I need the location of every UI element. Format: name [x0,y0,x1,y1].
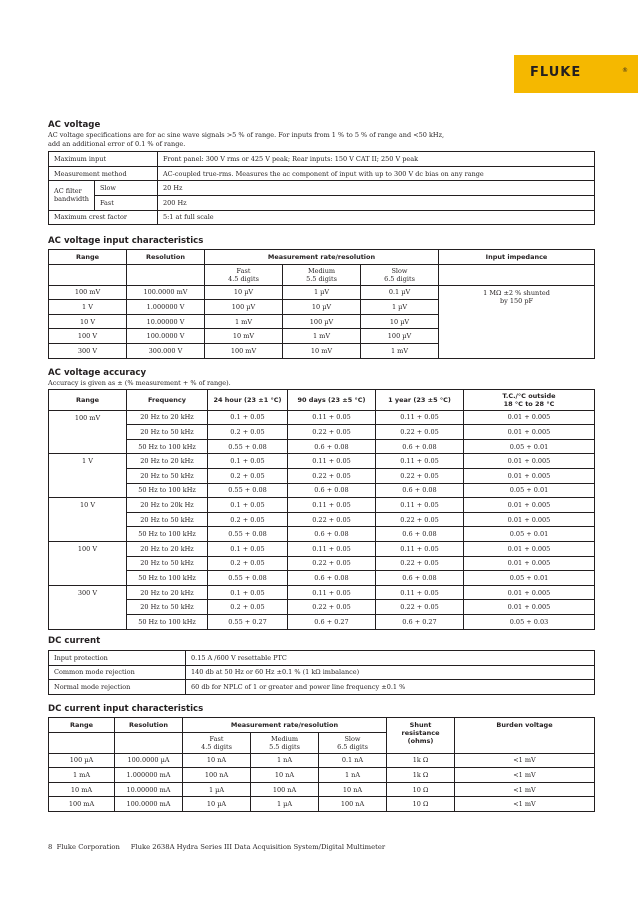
range-cell: 100 V [49,541,127,585]
accuracy-cell: 0.11 + 0.05 [288,498,376,513]
dc-input-section [48,704,595,812]
table-row [49,556,595,571]
accuracy-cell: 0.22 + 0.05 [288,512,376,527]
impedance-header: Input impedance [439,250,595,265]
ac-accuracy-note: Accuracy is given as ± (% measurement + % of range). [48,379,231,387]
accuracy-cell: 0.11 + 0.05 [376,541,464,556]
header-row [49,389,595,410]
accuracy-cell: 0.2 + 0.05 [208,468,288,483]
filter-label: AC filter bandwidth [49,181,95,210]
1-year-header: 1 year (23 ±5 °C) [376,389,464,410]
accuracy-cell: 0.01 + 0.005 [464,410,595,425]
accuracy-cell: 0.11 + 0.05 [376,454,464,469]
ac-accuracy-table [48,389,595,630]
range-header: Range [49,250,127,265]
ac-voltage-section [48,120,595,225]
resolution-header: Resolution [115,718,183,733]
crest-label: Maximum crest factor [49,210,158,225]
table-row [49,425,595,440]
accuracy-cell: 0.6 + 0.08 [288,527,376,542]
accuracy-cell: 50 Hz to 100 kHz [127,527,208,542]
table-row [49,410,595,425]
crest-value: 5:1 at full scale [157,210,594,225]
accuracy-cell: 0.01 + 0.005 [464,600,595,615]
table-row [49,468,595,483]
24-hour-header: 24 hour (23 ±1 °C) [208,389,288,410]
accuracy-cell: 50 Hz to 100 kHz [127,571,208,586]
page-number: 8 [48,843,53,851]
table-row [49,585,595,600]
accuracy-cell: 0.22 + 0.05 [376,468,464,483]
accuracy-cell: 0.1 + 0.05 [208,498,288,513]
table-row [49,600,595,615]
page-footer [48,843,385,851]
accuracy-cell: 0.01 + 0.005 [464,425,595,440]
table-row: 1 mA 1.000000 mA 100 nA 10 nA 1 nA 1k Ω <1 mV [49,768,595,783]
accuracy-cell: 0.05 + 0.01 [464,483,595,498]
range-header: Range [49,718,115,733]
max-input-label: Maximum input [49,152,158,167]
accuracy-cell: 50 Hz to 100 kHz [127,483,208,498]
accuracy-cell: 0.6 + 0.08 [288,483,376,498]
dc-input-title: DC current input characteristics [48,704,204,714]
accuracy-cell: 0.22 + 0.05 [288,600,376,615]
accuracy-cell: 0.11 + 0.05 [376,410,464,425]
accuracy-cell: 0.55 + 0.08 [208,439,288,454]
accuracy-cell: 0.01 + 0.005 [464,556,595,571]
dc-current-title: DC current [48,636,101,646]
accuracy-cell: 0.1 + 0.05 [208,585,288,600]
accuracy-cell: 0.01 + 0.005 [464,541,595,556]
dc-input-table [48,717,595,812]
accuracy-cell: 0.6 + 0.08 [376,571,464,586]
impedance-value: 1 MΩ ±2 % shunted by 150 pF [439,285,595,358]
accuracy-cell: 0.05 + 0.01 [464,527,595,542]
table-row [49,541,595,556]
ac-voltage-note-1: AC voltage specifications are for ac sine wave signals >5 % of range. For inputs from 1 % to 5 % of range and <50 kHz, [48,131,445,139]
medium-subheader: Medium 5.5 digits [283,264,361,285]
method-value: AC-coupled true-rms. Measures the ac component of input with up to 300 V dc bias on any range [157,166,594,181]
accuracy-cell: 0.6 + 0.08 [376,483,464,498]
table-row [49,512,595,527]
footer-document-title: Fluke 2638A Hydra Series III Data Acquisition System/Digital Multimeter [130,843,386,851]
accuracy-cell: 0.22 + 0.05 [376,600,464,615]
accuracy-cell: 0.11 + 0.05 [376,498,464,513]
table-row [49,195,595,210]
accuracy-cell: 20 Hz to 50 kHz [127,425,208,440]
accuracy-cell: 0.2 + 0.05 [208,425,288,440]
table-row [49,152,595,167]
accuracy-cell: 20 Hz to 50 kHz [127,512,208,527]
table-row [49,166,595,181]
method-label: Measurement method [49,166,158,181]
accuracy-cell: 0.05 + 0.01 [464,439,595,454]
accuracy-cell: 50 Hz to 100 kHz [127,439,208,454]
burden-header: Burden voltage [455,718,595,754]
accuracy-cell: 0.55 + 0.08 [208,527,288,542]
accuracy-cell: 20 Hz to 20 kHz [127,541,208,556]
table-row: Input protection 0.15 A /600 V resettable PTC [49,651,595,666]
accuracy-cell: 0.1 + 0.05 [208,541,288,556]
accuracy-cell: 0.22 + 0.05 [288,425,376,440]
accuracy-cell: 0.2 + 0.05 [208,512,288,527]
header-row [49,250,595,265]
accuracy-cell: 0.05 + 0.03 [464,614,595,629]
fast-subheader: Fast 4.5 digits [205,264,283,285]
accuracy-cell: 0.6 + 0.08 [376,527,464,542]
accuracy-cell: 0.22 + 0.05 [376,425,464,440]
dc-current-table [48,650,595,695]
ac-input-section [48,236,595,359]
accuracy-cell: 0.55 + 0.08 [208,571,288,586]
ac-accuracy-title: AC voltage accuracy [48,368,147,378]
table-row [49,210,595,225]
accuracy-cell: 0.6 + 0.27 [288,614,376,629]
frequency-header: Frequency [127,389,208,410]
accuracy-cell: 0.11 + 0.05 [376,585,464,600]
accuracy-cell: 0.01 + 0.005 [464,468,595,483]
accuracy-cell: 0.6 + 0.27 [376,614,464,629]
accuracy-cell: 0.01 + 0.005 [464,512,595,527]
table-row: Common mode rejection 140 db at 50 Hz or 60 Hz ±0.1 % (1 kΩ imbalance) [49,665,595,680]
table-row [49,181,595,196]
90-day-header: 90 days (23 ±5 °C) [288,389,376,410]
ac-voltage-note-2: add an additional error of 0.1 % of range. [48,139,186,148]
accuracy-cell: 0.1 + 0.05 [208,454,288,469]
table-row [49,483,595,498]
accuracy-cell: 20 Hz to 50 kHz [127,600,208,615]
accuracy-cell: 0.05 + 0.01 [464,571,595,586]
table-row [49,498,595,513]
slow-subheader: Slow 6.5 digits [361,264,439,285]
ac-accuracy-section [48,368,595,630]
max-input-value: Front panel: 300 V rms or 425 V peak; Rear inputs: 150 V CAT II; 250 V peak [157,152,594,167]
accuracy-cell: 0.55 + 0.27 [208,614,288,629]
accuracy-cell: 20 Hz to 20 kHz [127,585,208,600]
range-header: Range [49,389,127,410]
accuracy-cell: 20 Hz to 50 kHz [127,556,208,571]
accuracy-cell: 0.2 + 0.05 [208,556,288,571]
table-row: 10 V 10.00000 V 1 mV 100 µV 10 µV [49,314,595,329]
ac-input-title: AC voltage input characteristics [48,236,204,246]
fluke-logo [514,55,638,93]
table-row [49,439,595,454]
range-cell: 300 V [49,585,127,629]
accuracy-cell: 20 Hz to 50 kHz [127,468,208,483]
ac-voltage-title: AC voltage [48,120,101,130]
slow-subheader: Slow 6.5 digits [319,732,387,753]
accuracy-cell: 0.11 + 0.05 [288,454,376,469]
range-cell: 10 V [49,498,127,542]
rate-header: Measurement rate/resolution [205,250,439,265]
accuracy-cell: 20 Hz to 20 kHz [127,410,208,425]
accuracy-cell: 0.22 + 0.05 [288,556,376,571]
table-row: 100 mA 100.0000 mA 10 µA 1 µA 100 nA 10 Ω <1 mV [49,797,595,812]
subheader-row [49,264,595,285]
table-row: 100 V 100.0000 V 10 mV 1 mV 100 µV [49,329,595,344]
accuracy-cell: 0.6 + 0.08 [376,439,464,454]
logo-registered-mark: ® [622,67,628,74]
accuracy-cell: 0.11 + 0.05 [288,541,376,556]
ac-input-table [48,249,595,359]
accuracy-cell: 50 Hz to 100 kHz [127,614,208,629]
slow-label: Slow [94,181,157,196]
accuracy-cell: 0.22 + 0.05 [288,468,376,483]
accuracy-cell: 0.6 + 0.08 [288,571,376,586]
shunt-header: Shunt resistance (ohms) [387,718,455,754]
rate-header: Measurement rate/resolution [183,718,387,733]
accuracy-cell: 0.11 + 0.05 [288,585,376,600]
fast-value: 200 Hz [157,195,594,210]
accuracy-cell: 0.01 + 0.005 [464,454,595,469]
accuracy-cell: 20 Hz to 20 kHz [127,454,208,469]
medium-subheader: Medium 5.5 digits [251,732,319,753]
table-row: 1 V 1.000000 V 100 µV 10 µV 1 µV [49,300,595,315]
footer-company: Fluke Corporation [56,843,120,851]
range-cell: 1 V [49,454,127,498]
table-row: 10 mA 10.00000 mA 1 µA 100 nA 10 nA 10 Ω <1 mV [49,782,595,797]
accuracy-cell: 0.11 + 0.05 [288,410,376,425]
table-row: 100 µA 100.0000 µA 10 nA 1 nA 0.1 nA 1k Ω <1 mV [49,753,595,768]
fast-subheader: Fast 4.5 digits [183,732,251,753]
logo-text: FLUKE [530,65,582,80]
tc-header: T.C./°C outside 18 °C to 28 °C [464,389,595,410]
range-cell: 100 mV [49,410,127,454]
table-row [49,614,595,629]
accuracy-cell: 0.22 + 0.05 [376,556,464,571]
table-row: 300 V 300.000 V 100 mV 10 mV 1 mV [49,343,595,358]
resolution-header: Resolution [127,250,205,265]
accuracy-cell: 20 Hz to 20k Hz [127,498,208,513]
accuracy-cell: 0.1 + 0.05 [208,410,288,425]
dc-current-section [48,636,595,695]
accuracy-cell: 0.01 + 0.005 [464,585,595,600]
ac-voltage-table [48,151,595,225]
slow-value: 20 Hz [157,181,594,196]
accuracy-cell: 0.01 + 0.005 [464,498,595,513]
accuracy-cell: 0.2 + 0.05 [208,600,288,615]
table-row [49,571,595,586]
accuracy-cell: 0.55 + 0.08 [208,483,288,498]
table-row: 100 mV 100.0000 mV 10 µV 1 µV 0.1 µV 1 MΩ ±2 % shunted by 150 pF [49,285,595,300]
accuracy-cell: 0.22 + 0.05 [376,512,464,527]
header-row [49,718,595,733]
table-row: Normal mode rejection 60 db for NPLC of 1 or greater and power line frequency ±0.1 % [49,680,595,695]
table-row [49,454,595,469]
accuracy-cell: 0.6 + 0.08 [288,439,376,454]
fast-label: Fast [94,195,157,210]
table-row [49,527,595,542]
